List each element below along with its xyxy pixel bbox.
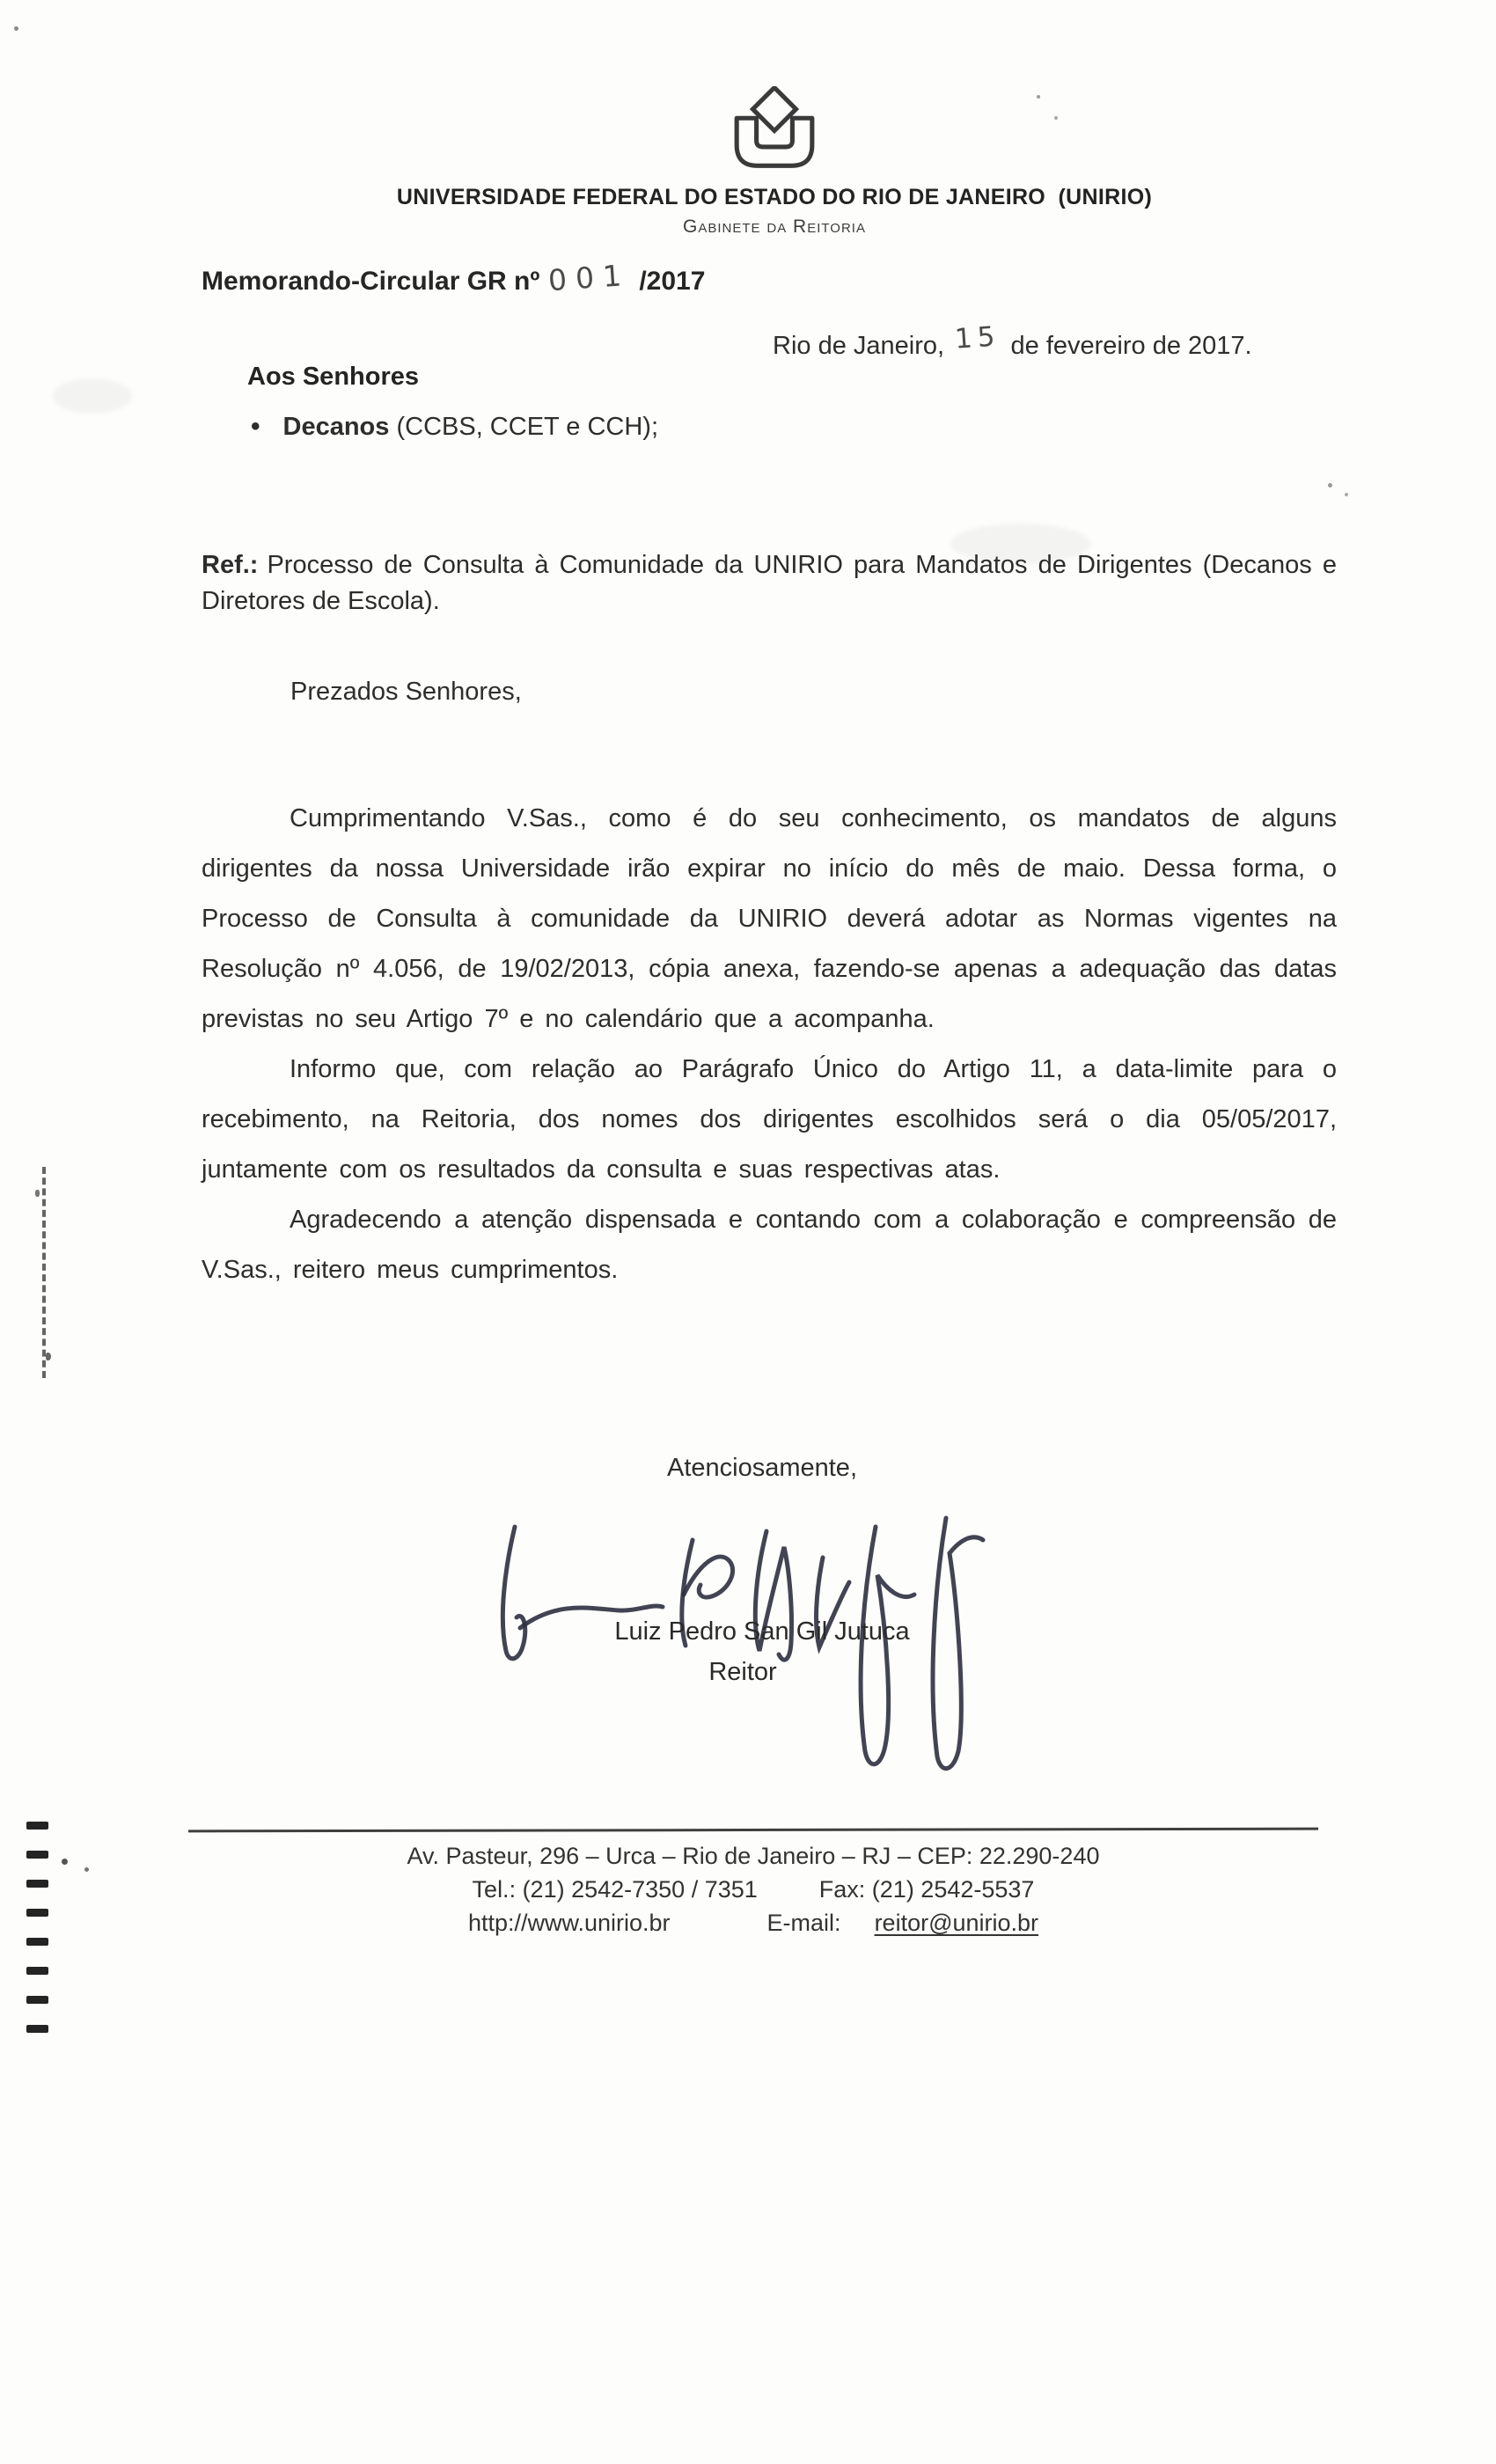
paragraph-3: Agradecendo a atenção dispensada e contando com a colaboração e compreensão de V.Sas., reitero meus cumprimentos. — [202, 1206, 1337, 1284]
scan-artifact-dot — [1345, 493, 1348, 496]
dateline-rest: de fevereiro de 2017. — [1010, 332, 1252, 360]
scan-artifact-dot — [46, 1353, 51, 1360]
signer-name: Luiz Pedro San Gil Jutuca — [614, 1617, 910, 1646]
paragraph-1: Cumprimentando V.Sas., como é do seu conhecimento, os mandatos de alguns dirigentes da nossa Universidade irão expirar no início do mês de maio. Dessa forma, o Processo de Consulta à comunidade da UNIRIO deverá adotar as Normas vigentes na Resolução nº 4.056, de 19/02/2013, cópia anexa, fazendo-se apenas a adequação das datas previstas no seu Artigo 7º e no calendário que a acompanha. — [202, 804, 1337, 1033]
scan-artifact-dashed-line — [42, 1167, 46, 1378]
paragraph-2: Informo que, com relação ao Parágrafo Único do Artigo 11, a data-limite para o recebimento, na Reitoria, dos nomes dos dirigentes escolhidos será o dia 05/05/2017, juntamente com os resultados da consulta e suas respectivas atas. — [202, 1055, 1337, 1184]
footer-email-label: E-mail: — [766, 1910, 841, 1936]
greeting: Prezados Senhores, — [290, 678, 522, 706]
dateline — [773, 320, 1252, 361]
recipient-detail: (CCBS, CCET e CCH); — [389, 413, 659, 441]
office-name: Gabinete da Reitoria — [683, 216, 866, 237]
memo-year: /2017 — [639, 267, 706, 296]
unirio-logo-icon — [730, 86, 819, 172]
scan-artifact-mark — [26, 1967, 48, 1975]
memo-number-handwritten: 001 — [547, 257, 632, 298]
scan-artifact-dot — [14, 26, 18, 31]
signer-title: Reitor — [708, 1658, 777, 1686]
scan-artifact-smudge — [950, 524, 1091, 564]
scan-artifact-dot — [1328, 483, 1332, 488]
scan-artifact-dot — [84, 1867, 89, 1872]
footer-website: http://www.unirio.br — [467, 1910, 671, 1936]
footer-divider — [188, 1828, 1318, 1833]
footer-web-line — [188, 1906, 1318, 1940]
scan-artifact-mark — [26, 1822, 48, 1830]
memo-number-line — [202, 257, 706, 298]
footer — [188, 1839, 1318, 1940]
salutation: Aos Senhores — [247, 363, 419, 391]
scan-artifact-mark — [26, 1996, 48, 2004]
reference-label: Ref.: — [202, 551, 259, 579]
letter-body — [202, 794, 1337, 1295]
dateline-city: Rio de Janeiro, — [773, 332, 945, 360]
scan-artifact-mark — [26, 1938, 48, 1946]
footer-address: Av. Pasteur, 296 – Urca – Rio de Janeiro – RJ – CEP: 22.290-240 — [407, 1843, 1100, 1869]
closing: Atenciosamente, — [666, 1454, 857, 1482]
scan-artifact-mark — [26, 1909, 48, 1917]
memo-label: Memorando-Circular GR nº — [202, 267, 540, 296]
footer-phone-line — [188, 1873, 1318, 1906]
footer-phone: Tel.: (21) 2542-7350 / 7351 — [472, 1876, 758, 1903]
scan-artifact-smudge — [53, 378, 132, 414]
dateline-day-handwritten: 15 — [953, 320, 1001, 356]
scan-artifact-dot — [1054, 116, 1058, 120]
scan-artifact-mark — [26, 2025, 48, 2033]
university-name: UNIVERSIDADE FEDERAL DO ESTADO DO RIO DE JANEIRO (UNIRIO) — [396, 185, 1153, 209]
reference-text: Processo de Consulta à Comunidade da UNIRIO para Mandatos de Dirigentes (Decanos e Diretores de Escola). — [202, 551, 1337, 615]
footer-fax: Fax: (21) 2542-5537 — [818, 1876, 1035, 1903]
reference-line — [202, 547, 1337, 620]
recipient-name: Decanos — [282, 413, 390, 441]
scan-artifact-mark — [26, 1851, 48, 1859]
scan-artifact-dot — [35, 1190, 40, 1197]
scan-artifact-dot — [1037, 95, 1040, 99]
bullet-icon: • — [251, 412, 260, 441]
scan-artifact-mark — [26, 1880, 48, 1888]
recipient-item — [251, 412, 658, 442]
scan-artifact-dot — [62, 1859, 68, 1865]
footer-email: reitor@unirio.br — [874, 1910, 1039, 1936]
